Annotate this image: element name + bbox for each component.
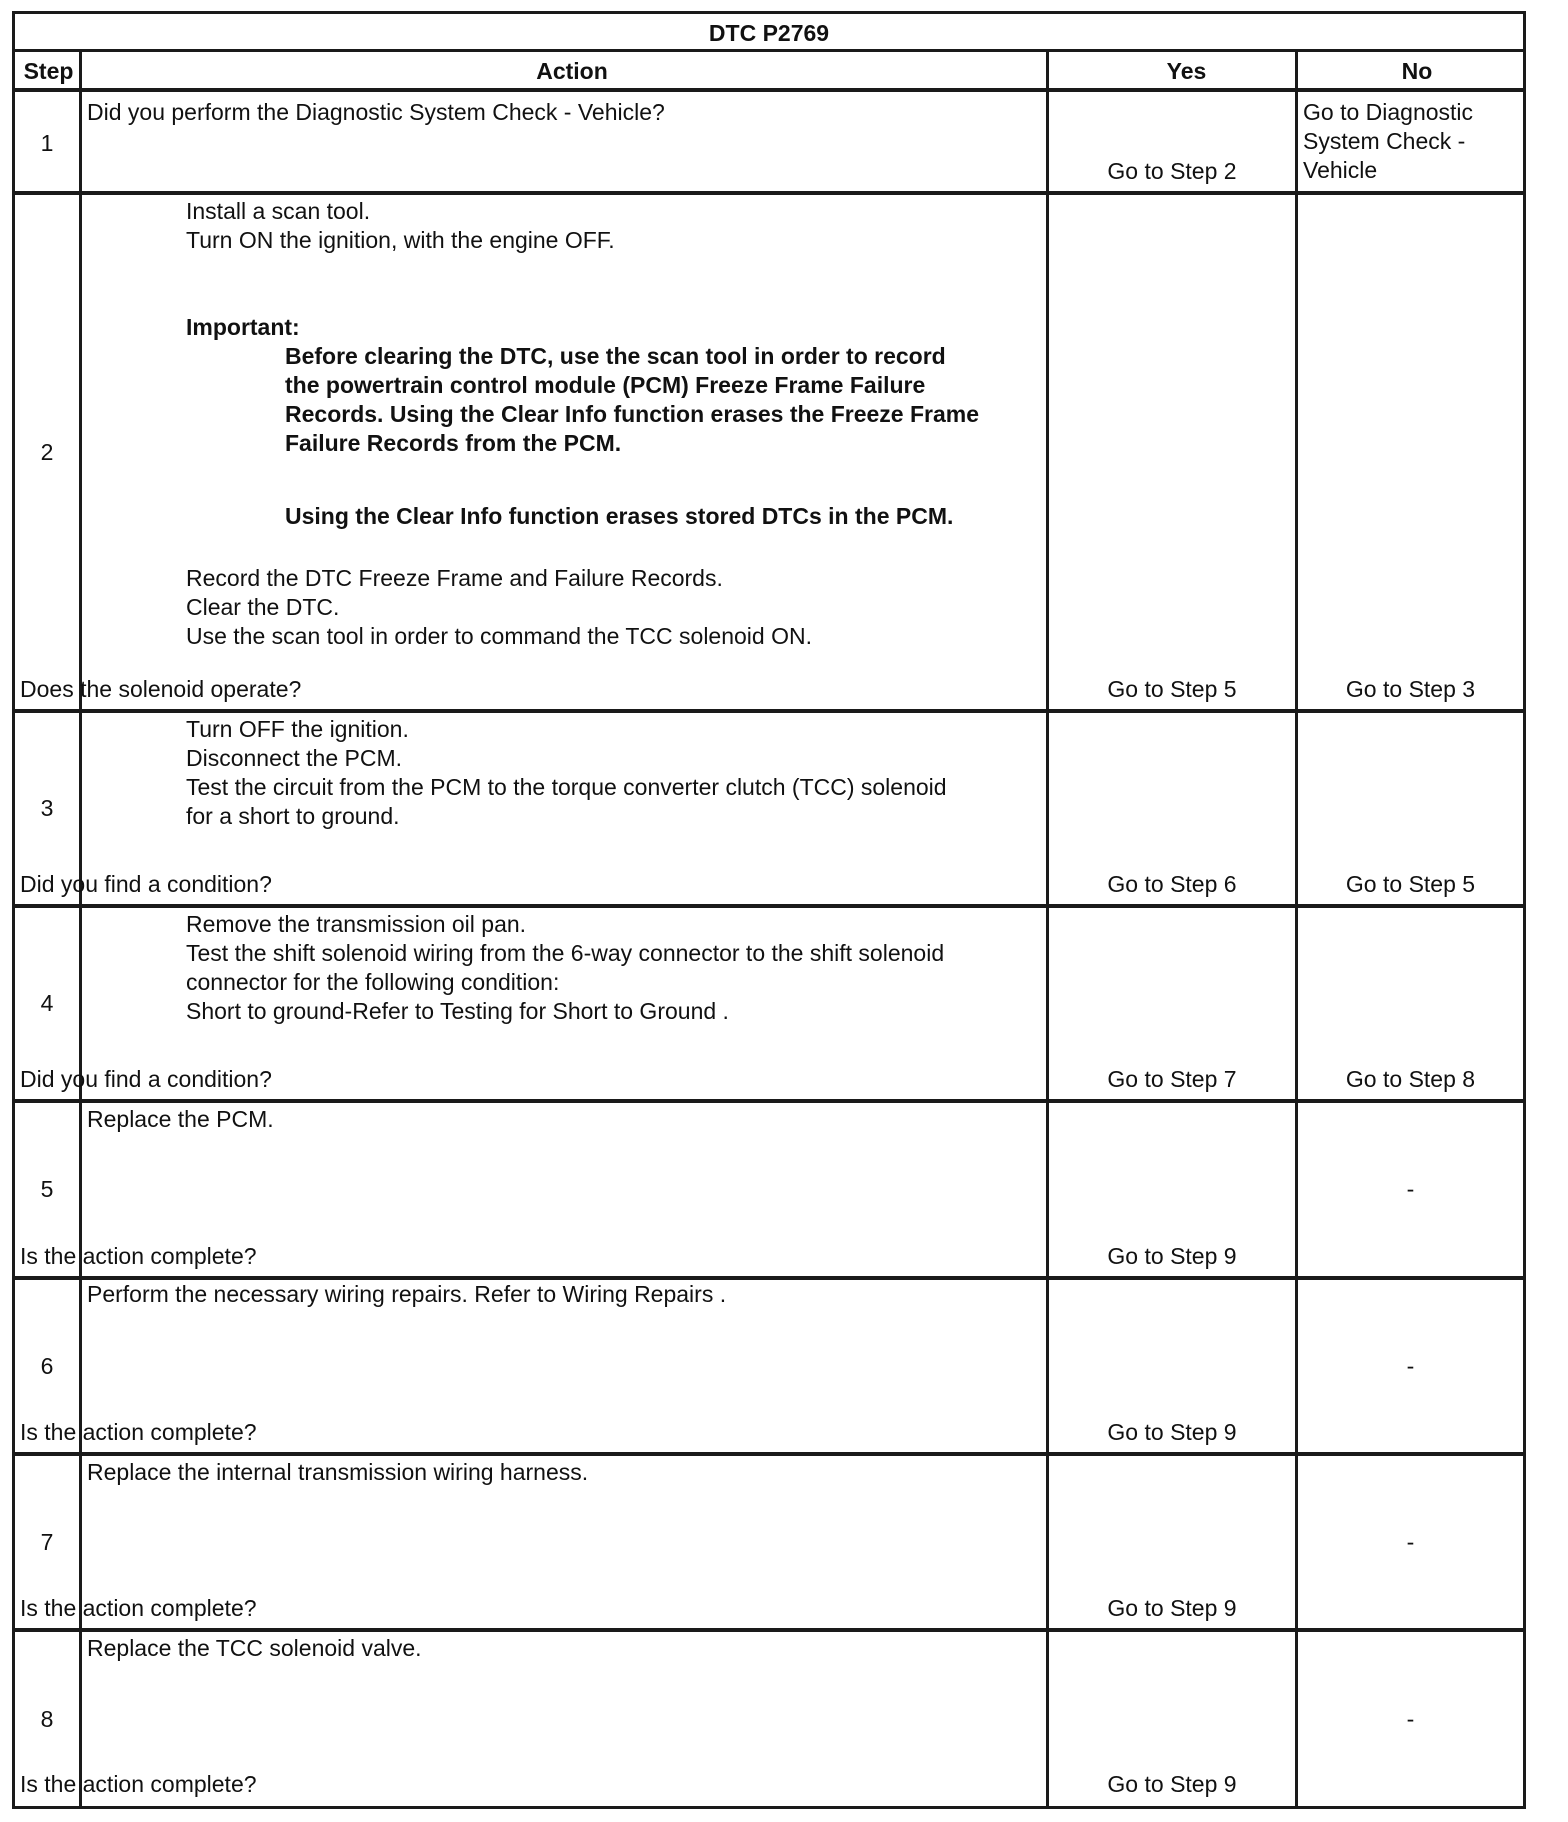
action-line: Perform the necessary wiring repairs. Refer to Wiring Repairs .: [87, 1281, 727, 1307]
step-number: 1: [40, 130, 54, 156]
no-link[interactable]: Go to Step 3: [1345, 676, 1476, 702]
header-no: No: [1311, 52, 1523, 92]
dtc-table: [12, 11, 1526, 1809]
action-line: connector for the following condition:: [186, 969, 560, 995]
yes-link[interactable]: Go to Step 9: [1107, 1243, 1237, 1269]
important-note: Using the Clear Info function erases stored DTCs in the PCM.: [285, 503, 954, 529]
step-number: 6: [40, 1352, 54, 1379]
action-text: [82, 564, 1046, 651]
no-cell: [1298, 870, 1523, 900]
row-divider: [15, 1452, 1523, 1456]
action-line: Replace the TCC solenoid valve.: [87, 1635, 422, 1661]
important-line: Before clearing the DTC, use the scan tool in order to record: [285, 343, 946, 369]
action-line: Clear the DTC.: [186, 594, 340, 620]
action-text: [82, 715, 1046, 831]
action-line: Replace the PCM.: [87, 1106, 274, 1132]
row-divider: [15, 904, 1523, 908]
yes-cell: [1049, 1065, 1295, 1095]
yes-link[interactable]: Go to Step 2: [1107, 158, 1237, 184]
step-question: Is the action complete?: [20, 1243, 257, 1269]
action-line: Test the shift solenoid wiring from the 6-way connector to the shift solenoid: [186, 940, 945, 966]
action-line: Use the scan tool in order to command the TCC solenoid ON.: [186, 623, 812, 649]
step-number: 5: [40, 1176, 54, 1202]
action-text: [82, 98, 1046, 127]
action-line: Turn OFF the ignition.: [186, 716, 409, 742]
important-text: [82, 342, 1046, 458]
col-divider: [1046, 52, 1049, 1806]
no-link[interactable]: [1298, 98, 1523, 185]
yes-cell: [1049, 675, 1295, 705]
action-line: for a short to ground.: [186, 803, 400, 829]
action-text: [82, 197, 1046, 255]
yes-link[interactable]: Go to Step 5: [1107, 676, 1237, 702]
yes-link[interactable]: Go to Step 6: [1107, 871, 1237, 897]
row-divider: [15, 709, 1523, 713]
header-action: Action: [82, 52, 1062, 92]
row-divider: [15, 1628, 1523, 1632]
step-question: Is the action complete?: [20, 1419, 257, 1445]
row-divider: [15, 1099, 1523, 1103]
yes-cell: [1049, 1770, 1295, 1800]
action-line: Turn ON the ignition, with the engine OFF.: [186, 227, 615, 253]
step-question: Is the action complete?: [20, 1771, 257, 1797]
yes-link[interactable]: Go to Step 9: [1107, 1595, 1237, 1621]
action-text: [82, 1280, 1046, 1309]
row-divider: [15, 191, 1523, 195]
action-line: Install a scan tool.: [186, 198, 371, 224]
yes-cell: [1049, 157, 1295, 187]
action-line: Replace the internal transmission wiring harness.: [87, 1459, 589, 1485]
important-line: Records. Using the Clear Info function erases the Freeze Frame: [285, 401, 980, 427]
table-title: DTC P2769: [15, 14, 1523, 52]
step-question: Is the action complete?: [20, 1595, 257, 1621]
no-value: -: [1406, 1352, 1415, 1379]
step-number: 3: [40, 795, 54, 821]
yes-cell: [1049, 1242, 1295, 1272]
header-step: Step: [15, 52, 82, 92]
step-number: 4: [40, 990, 54, 1016]
yes-link[interactable]: Go to Step 9: [1107, 1771, 1237, 1797]
action-text: [82, 910, 1046, 1026]
action-line: Remove the transmission oil pan.: [186, 911, 527, 937]
no-cell: [1298, 675, 1523, 705]
action-line: Did you perform the Diagnostic System Check - Vehicle?: [87, 99, 665, 125]
no-line: System Check -: [1303, 128, 1466, 154]
no-value: -: [1406, 1528, 1415, 1555]
yes-link[interactable]: Go to Step 9: [1107, 1419, 1237, 1445]
step-question: Does the solenoid operate?: [20, 676, 302, 702]
action-line: Record the DTC Freeze Frame and Failure Records.: [186, 565, 723, 591]
step-number: 2: [40, 438, 54, 465]
yes-link[interactable]: Go to Step 7: [1107, 1066, 1237, 1092]
step-number: 7: [40, 1528, 54, 1555]
yes-cell: [1049, 870, 1295, 900]
header-yes: Yes: [1062, 52, 1311, 92]
important-label: Important:: [186, 314, 300, 340]
no-link[interactable]: Go to Step 8: [1345, 1066, 1476, 1092]
step-number: 8: [40, 1705, 54, 1732]
important-line: the powertrain control module (PCM) Freeze Frame Failure: [285, 372, 926, 398]
action-line: Test the circuit from the PCM to the torque converter clutch (TCC) solenoid: [186, 774, 947, 800]
action-text: [82, 1634, 1046, 1663]
no-line: Vehicle: [1303, 157, 1378, 183]
step-question: Did you find a condition?: [20, 871, 272, 897]
no-cell: [1298, 1065, 1523, 1095]
no-link[interactable]: Go to Step 5: [1345, 871, 1476, 897]
important-line: Failure Records from the PCM.: [285, 430, 622, 456]
action-text: [82, 1458, 1046, 1487]
yes-cell: [1049, 1594, 1295, 1624]
action-line: Short to ground-Refer to Testing for Short to Ground .: [186, 998, 729, 1024]
no-value: -: [1406, 1705, 1415, 1732]
action-text: [82, 1105, 1046, 1134]
action-line: Disconnect the PCM.: [186, 745, 403, 771]
no-line: Go to Diagnostic: [1303, 99, 1474, 125]
step-question: Did you find a condition?: [20, 1066, 272, 1092]
yes-cell: [1049, 1418, 1295, 1448]
no-value: -: [1406, 1176, 1415, 1202]
